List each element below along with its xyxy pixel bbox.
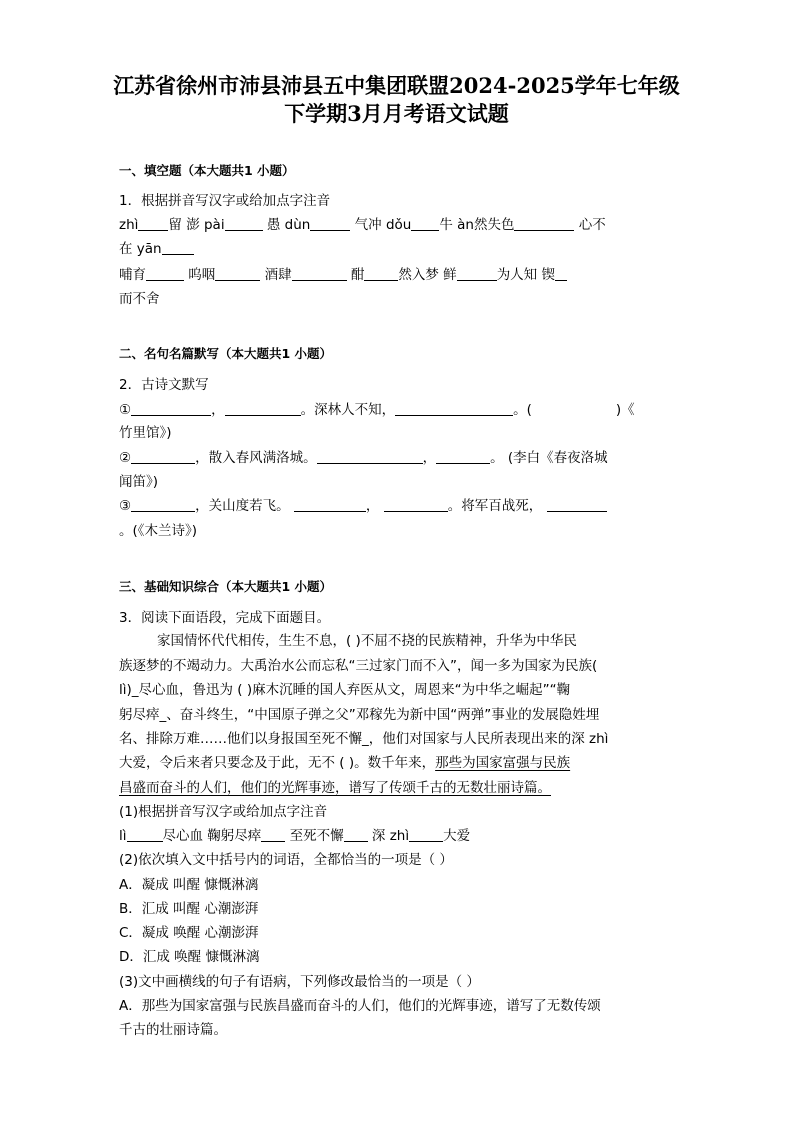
q1-line4: 而不舍	[119, 291, 160, 307]
subq1-line: lì 尽心血 鞠躬尽瘁 至死不懈 深 zhì 大爱	[119, 828, 471, 844]
passage-line2: 族逐梦的不竭动力。大禹治水公而忘私“三过家门而不入”，闻一多为国家为民族(	[119, 658, 598, 674]
passage-line3: lì)_尽心血，鲁迅为 ( )麻木沉睡的国人弃医从文，周恩来“为中华之崛起”“鞠	[119, 682, 571, 698]
document-title-line2: 下学期3月月考语文试题	[284, 101, 509, 126]
q2-line6: 。(《木兰诗》)	[119, 523, 198, 539]
passage-line4: 躬尽瘁_、奋斗终生，“中国原子弹之父”邓稼先为新中国“两弹”事业的发展隐姓埋	[119, 707, 600, 723]
subq2-option-b: B．汇成 叫醒 心潮澎湃	[119, 901, 259, 917]
underlined-sentence-part2: 昌盛而奋斗的人们，他们的光辉事迹，谱写了传颂千古的无数壮丽诗篇。	[119, 780, 551, 796]
q2-line2: 竹里馆》)	[119, 425, 172, 441]
section3-header: 三、基础知识综合（本大题共1 小题）	[119, 579, 333, 594]
subq3-option-a-line2: 千古的壮丽诗篇。	[119, 1022, 227, 1038]
q2-line5: ③ ，关山度若飞。 ， 。将军百战死，	[119, 497, 675, 515]
subq2-title: (2)依次填入文中括号内的词语，全都恰当的一项是（ ）	[119, 852, 453, 868]
q2-title: 2．古诗文默写	[119, 377, 209, 393]
subq1-title: (1)根据拼音写汉字或给加点字注音	[119, 804, 328, 820]
q1-title: 1．根据拼音写汉字或给加点字注音	[119, 193, 331, 209]
subq2-option-a: A．凝成 叫醒 慷慨淋漓	[119, 877, 259, 893]
section2-header: 二、名句名篇默写（本大题共1 小题）	[119, 346, 333, 361]
q3-title: 3．阅读下面语段，完成下面题目。	[119, 610, 331, 626]
subq3-title: (3)文中画横线的句子有语病，下列修改最恰当的一项是（ ）	[119, 974, 480, 990]
q2-line3: ② ，散入春风满洛城。 ， 。 (李白《春夜洛城	[119, 450, 608, 466]
q1-line1: zhì 留 澎 pài 愚 dùn 气冲 dǒu 牛 àn然失色 心不	[119, 217, 606, 233]
subq3-option-a-line1: A．那些为国家富强与民族昌盛而奋斗的人们，他们的光辉事迹，谱写了无数传颂	[119, 998, 601, 1014]
passage-line1: 家国情怀代代相传，生生不息，( )不屈不挠的民族精神，升华为中华民	[157, 633, 577, 649]
passage-line6: 大爱，令后来者只要念及于此，无不 ( )。数千年来，那些为国家富强与民族	[119, 755, 571, 771]
dotted-char: 懈	[348, 731, 362, 747]
passage-line5: 名、排除万难……他们以身报国至死不懈_，他们对国家与人民所表现出来的深 zhì	[119, 731, 609, 747]
underlined-sentence-part1: 那些为国家富强与民族	[435, 755, 571, 771]
section1-header: 一、填空题（本大题共1 小题）	[119, 163, 295, 178]
subq2-option-d: D．汇成 唤醒 慷慨淋漓	[119, 949, 260, 965]
document-title-line1: 江苏省徐州市沛县沛县五中集团联盟2024-2025学年七年级	[113, 73, 680, 98]
passage-line7	[119, 779, 675, 797]
subq2-option-c: C．凝成 唤醒 心潮澎湃	[119, 925, 259, 941]
q1-line3: 哺育 呜咽 酒肆 酣 然入梦 鲜 为人知 锲	[119, 266, 675, 284]
q1-line2: 在 yān	[119, 240, 675, 258]
q2-line1: ① ， 。深林人不知， 。( )《	[119, 402, 635, 418]
q2-line4: 闻笛》)	[119, 474, 159, 490]
